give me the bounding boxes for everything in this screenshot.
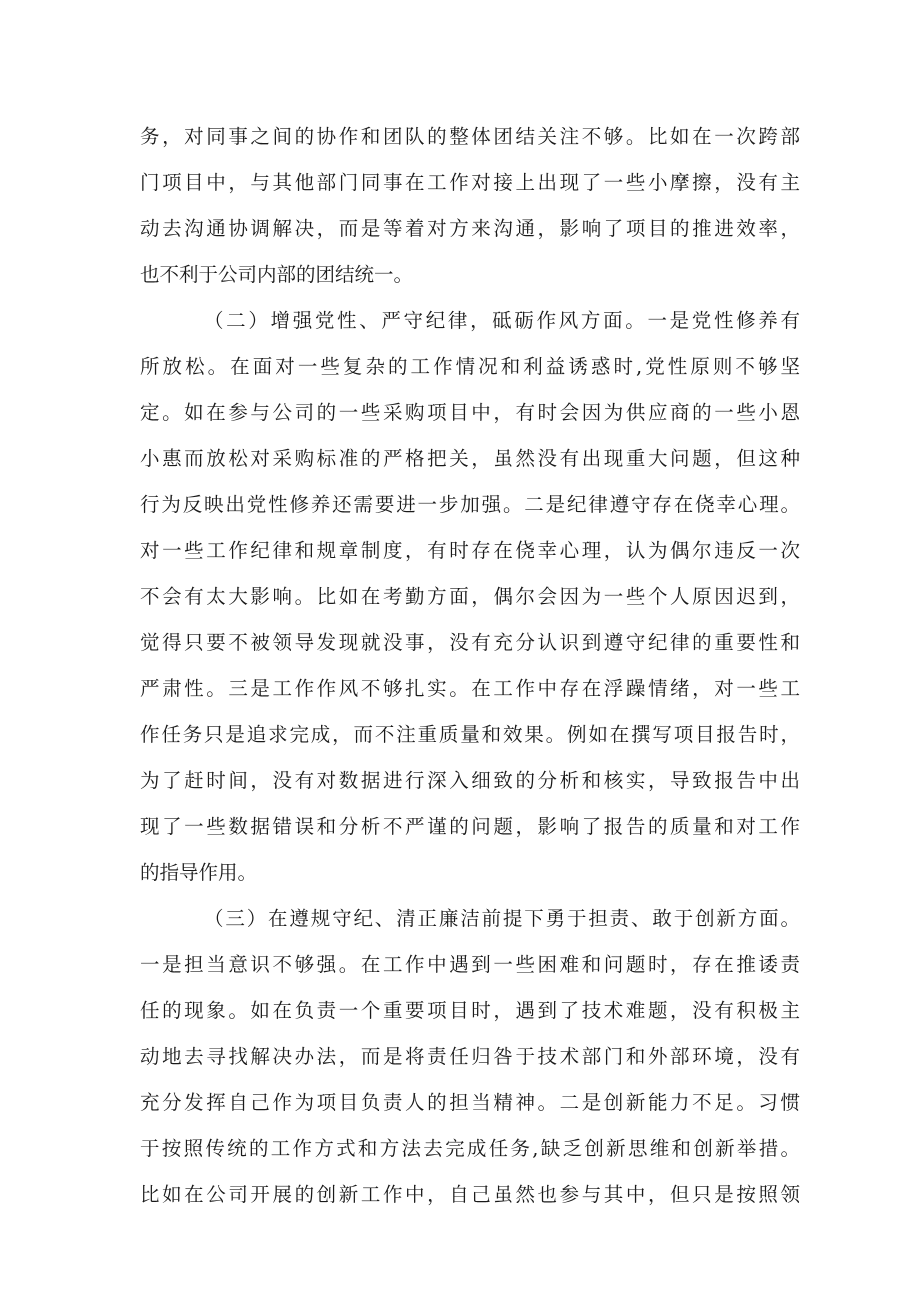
text-line: 定。如在参与公司的一些采购项目中，有时会因为供应商的一些小恩 [140, 401, 800, 424]
text-line: 的指导作用。 [140, 861, 258, 884]
text-line: 不会有太大影响。比如在考勤方面，偶尔会因为一些个人原因迟到， [140, 585, 800, 608]
text-line: 比如在公司开展的创新工作中，自己虽然也参与其中，但只是按照领 [140, 1183, 800, 1206]
text-line: 充分发挥自己作为项目负责人的担当精神。二是创新能力不足。习惯 [140, 1091, 800, 1114]
text-line: 现了一些数据错误和分析不严谨的问题，影响了报告的质量和对工作 [140, 815, 800, 838]
text-line: 作任务只是追求完成，而不注重质量和效果。例如在撰写项目报告时， [140, 723, 800, 746]
text-line: 于按照传统的工作方式和方法去完成任务,缺乏创新思维和创新举措。 [140, 1137, 800, 1160]
text-line: 严肃性。三是工作作风不够扎实。在工作中存在浮躁情绪，对一些工 [140, 677, 800, 700]
text-line: 任的现象。如在负责一个重要项目时，遇到了技术难题，没有积极主 [140, 999, 800, 1022]
text-line: 觉得只要不被领导发现就没事，没有充分认识到遵守纪律的重要性和 [140, 631, 800, 654]
text-line: 所放松。在面对一些复杂的工作情况和利益诱惑时,党性原则不够坚 [140, 355, 800, 378]
text-line: 为了赶时间，没有对数据进行深入细致的分析和核实，导致报告中出 [140, 769, 800, 792]
text-line: 务，对同事之间的协作和团队的整体团结关注不够。比如在一次跨部 [140, 125, 800, 148]
text-line: 动地去寻找解决办法，而是将责任归咎于技术部门和外部环境，没有 [140, 1045, 800, 1068]
text-line: 小惠而放松对采购标准的严格把关，虽然没有出现重大问题，但这种 [140, 447, 800, 470]
text-line: 一是担当意识不够强。在工作中遇到一些困难和问题时，存在推诿责 [140, 953, 800, 976]
text-line: 门项目中，与其他部门同事在工作对接上出现了一些小摩擦，没有主 [140, 171, 800, 194]
body-text [140, 114, 800, 1218]
text-line: 对一些工作纪律和规章制度，有时存在侥幸心理，认为偶尔违反一次 [140, 539, 800, 562]
text-line: 动去沟通协调解决，而是等着对方来沟通，影响了项目的推进效率， [140, 217, 800, 240]
text-line: 行为反映出党性修养还需要进一步加强。二是纪律遵守存在侥幸心理。 [140, 493, 800, 516]
section-heading-line: （三）在遵规守纪、清正廉洁前提下勇于担责、敢于创新方面。 [204, 907, 800, 930]
text-line: 也不利于公司内部的团结统一。 [140, 263, 414, 286]
section-heading-line: （二）增强党性、严守纪律，砥砺作风方面。一是党性修养有 [204, 309, 800, 332]
